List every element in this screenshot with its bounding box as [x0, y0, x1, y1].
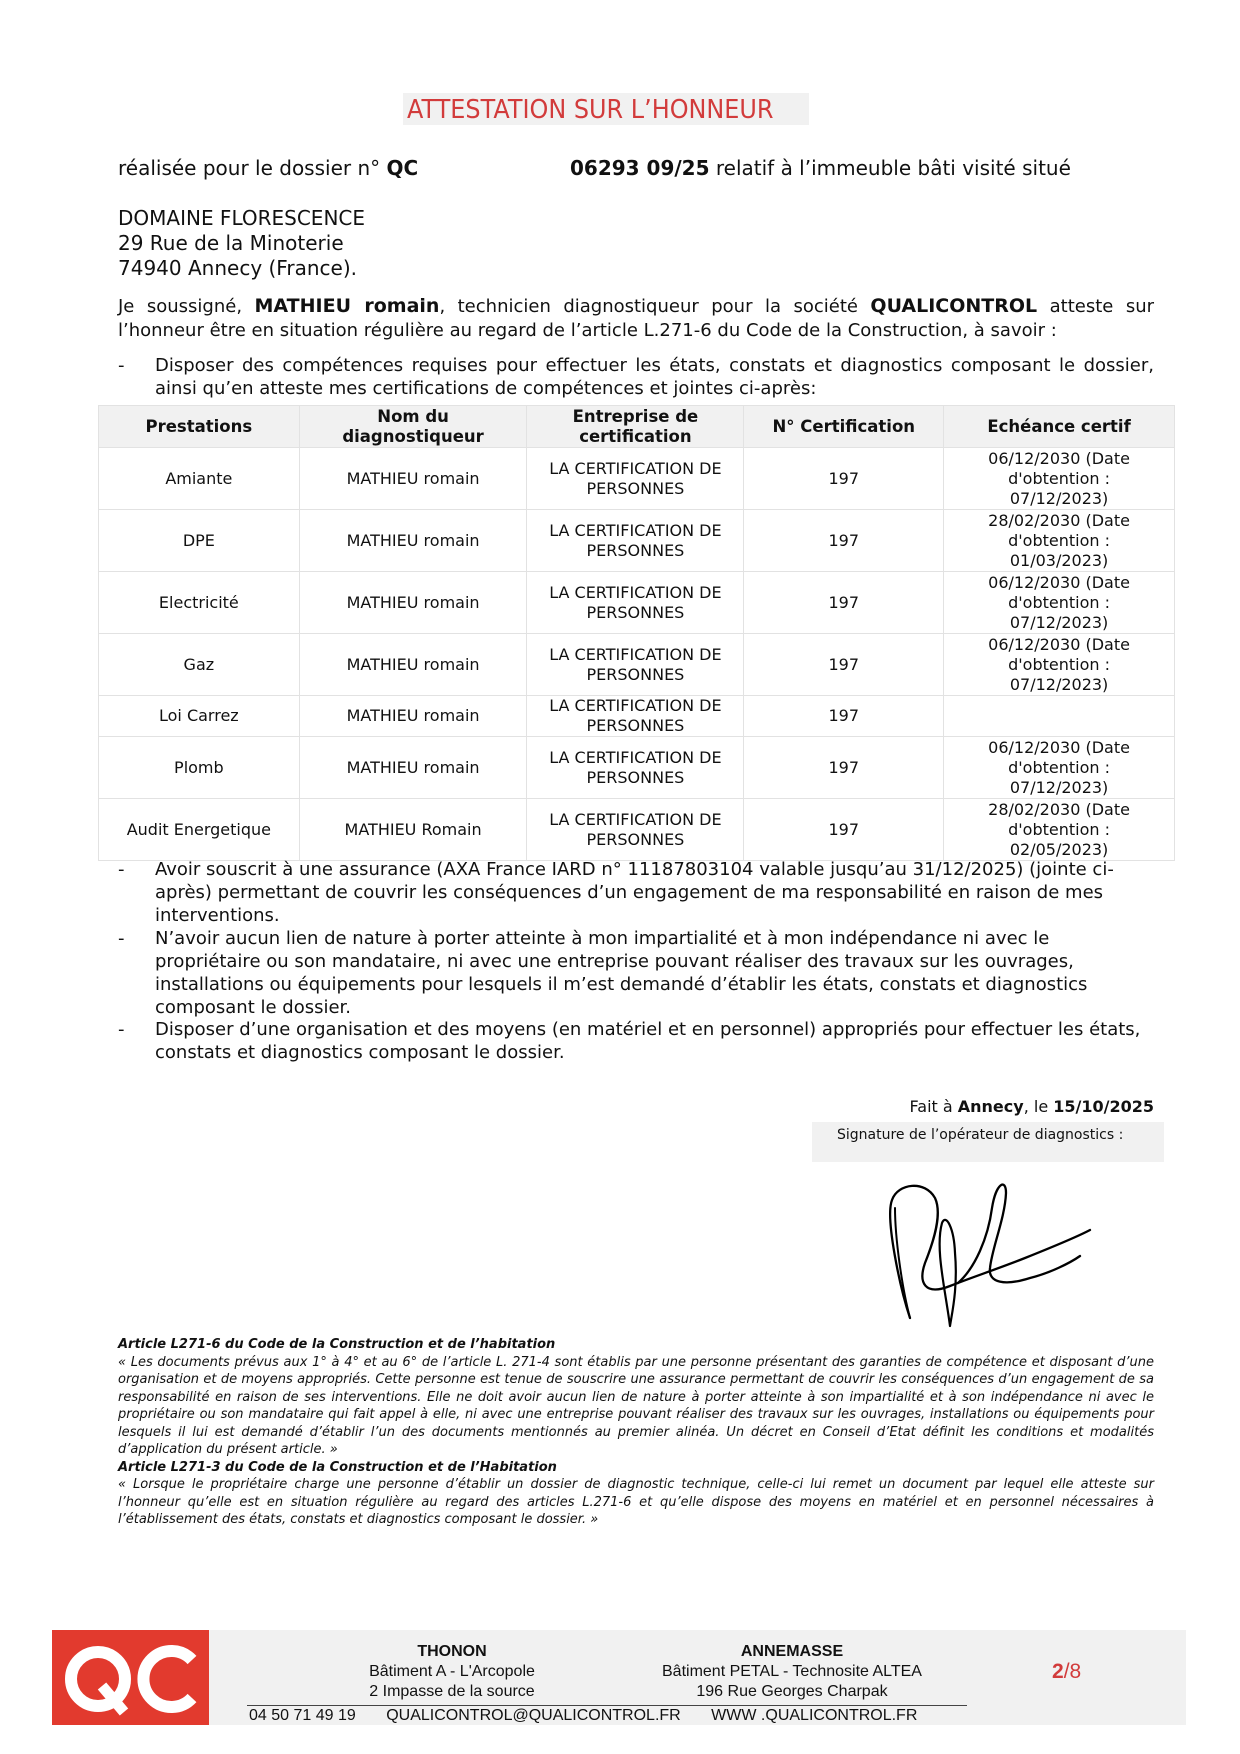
table-row	[99, 448, 1175, 510]
property-address	[118, 206, 365, 281]
cell-entreprise: LA CERTIFICATION DE PERSONNES	[527, 510, 744, 572]
cell-nom: MATHIEU romain	[299, 696, 527, 737]
bullet-dash: -	[118, 928, 125, 949]
bullet-text: Avoir souscrit à une assurance (AXA France IARD n° 11187803104 valable jusqu’au 31/12/2025) (jointe ci-après) permettant de couvrir les conséquences d’un engagement de ma responsabilité en raison de mes interventions.	[155, 859, 1114, 926]
header-nom-diagnostiqueur: Nom du diagnostiqueur	[299, 406, 527, 448]
office-thonon	[312, 1642, 592, 1702]
cell-echeance: 28/02/2030 (Date d'obtention : 01/03/2023)	[944, 510, 1175, 572]
table-row	[99, 510, 1175, 572]
cell-echeance: 06/12/2030 (Date d'obtention : 07/12/2023)	[944, 634, 1175, 696]
cell-nom: MATHIEU romain	[299, 737, 527, 799]
table-row	[99, 572, 1175, 634]
article-l271-6-body: « Les documents prévus aux 1° à 4° et au 6° de l’article L. 271-4 sont établis par une personne présentant des garanties de compétence et disposant d’une organisation et de moyens appropriés. Cette personne est tenue de souscrire une assurance permettant de couvrir les conséquences d’un engagement de sa responsabilité en raison de ses interventions. Elle ne doit avoir aucun lien de nature à porter atteinte à son impartialité et à son indépendance ni avec le propriétaire ou son mandataire qui fait appel à elle, ni avec une entreprise pouvant réaliser des travaux sur les ouvrages, installations ou équipements pour lesquels il lui est demandé d’établir l’un des documents mentionnés au premier alinéa. Un décret en Conseil d’Etat définit les conditions et modalités d’application du présent article. »	[118, 1354, 1154, 1457]
cell-entreprise: LA CERTIFICATION DE PERSONNES	[527, 572, 744, 634]
bullet-impartialite	[118, 927, 1154, 1019]
dossier-suffix-group	[570, 156, 1071, 180]
cell-numero: 197	[744, 448, 944, 510]
dossier-prefix-group	[118, 156, 418, 180]
office-line-1: Bâtiment PETAL - Technosite ALTEA	[662, 1663, 922, 1680]
signature-image	[880, 1178, 1100, 1332]
page-separator: /	[1063, 1660, 1070, 1683]
page-title-container	[403, 93, 809, 125]
fait-city: Annecy	[957, 1097, 1024, 1116]
cell-echeance: 06/12/2030 (Date d'obtention : 07/12/2023)	[944, 737, 1175, 799]
cell-numero: 197	[744, 572, 944, 634]
email-link[interactable]: QUALICONTROL@QUALICONTROL.FR	[386, 1707, 681, 1724]
page-title: ATTESTATION SUR L’HONNEUR	[407, 95, 774, 125]
cell-numero: 197	[744, 634, 944, 696]
cell-prestation: Loi Carrez	[99, 696, 300, 737]
cell-prestation: DPE	[99, 510, 300, 572]
legal-articles	[118, 1336, 1154, 1529]
bullet-text: Disposer des compétences requises pour effectuer les états, constats et diagnostics composant le dossier, ainsi qu’en atteste mes certifications de compétences et jointes ci-après:	[155, 355, 1154, 399]
table-row	[99, 696, 1175, 737]
dossier-suffix: relatif à l’immeuble bâti visité situé	[709, 156, 1071, 180]
fait-prefix: Fait à	[909, 1097, 958, 1116]
certifications-table	[98, 405, 1175, 861]
intro-text-2: , technicien diagnostiqueur pour la société	[439, 296, 871, 317]
contact-line	[249, 1707, 943, 1725]
cell-echeance: 06/12/2030 (Date d'obtention : 07/12/2023)	[944, 572, 1175, 634]
dossier-prefix: réalisée pour le dossier n°	[118, 156, 387, 180]
article-l271-3-body: « Lorsque le propriétaire charge une personne d’établir un dossier de diagnostic technique, celle-ci lui remet un document par lequel elle atteste sur l’honneur qu’elle est en situation régulière au regard des articles L.271-6 et qu’elle dispose des moyens en matériel et en personnel nécessaires à l’établissement des états, constats et diagnostics composant le dossier. »	[118, 1477, 1154, 1527]
cell-numero: 197	[744, 737, 944, 799]
cell-echeance: 06/12/2030 (Date d'obtention : 07/12/2023)	[944, 448, 1175, 510]
header-prestations: Prestations	[99, 406, 300, 448]
office-city: ANNEMASSE	[740, 1643, 844, 1660]
place-date-line	[910, 1097, 1154, 1116]
cell-nom: MATHIEU romain	[299, 634, 527, 696]
page-footer	[52, 1630, 1186, 1725]
page-number	[1052, 1660, 1081, 1684]
cell-numero: 197	[744, 510, 944, 572]
cell-numero: 197	[744, 799, 944, 861]
cell-echeance	[944, 696, 1175, 737]
cell-entreprise: LA CERTIFICATION DE PERSONNES	[527, 448, 744, 510]
phone-number: 04 50 71 49 19	[249, 1707, 356, 1724]
signature-label-box	[812, 1122, 1164, 1162]
handwritten-signature-icon	[880, 1178, 1100, 1328]
address-line-2: 29 Rue de la Minoterie	[118, 231, 344, 255]
fait-middle: , le	[1023, 1097, 1054, 1116]
cell-nom: MATHIEU romain	[299, 572, 527, 634]
bullet-assurance	[118, 858, 1154, 927]
company-name: QUALICONTROL	[870, 295, 1038, 317]
article-l271-3-title: Article L271-3 du Code de la Construction et de l’Habitation	[118, 1459, 557, 1475]
address-line-3: 74940 Annecy (France).	[118, 256, 357, 280]
bullet-dash: -	[118, 859, 125, 880]
header-echeance: Echéance certif	[944, 406, 1175, 448]
page-total: 8	[1069, 1660, 1082, 1683]
cell-numero: 197	[744, 696, 944, 737]
table-row	[99, 799, 1175, 861]
cell-entreprise: LA CERTIFICATION DE PERSONNES	[527, 737, 744, 799]
bullet-dash: -	[118, 1019, 125, 1040]
cell-echeance: 28/02/2030 (Date d'obtention : 02/05/2023)	[944, 799, 1175, 861]
bullet-text: N’avoir aucun lien de nature à porter atteinte à mon impartialité et à mon indépendance ni avec le propriétaire ou son mandataire, ni avec une entreprise pouvant réaliser des travaux sur les ouvrages, installations ou équipements pour lesquels il m’est demandé d’établir les états, constats et diagnostics composant le dossier.	[155, 928, 1088, 1018]
bullet-competences	[118, 354, 1154, 400]
website-link[interactable]: WWW .QUALICONTROL.FR	[711, 1707, 918, 1724]
technician-name: MATHIEU romain	[254, 295, 440, 317]
intro-text-1: Je soussigné,	[118, 296, 255, 317]
cell-entreprise: LA CERTIFICATION DE PERSONNES	[527, 634, 744, 696]
bullet-dash: -	[118, 355, 125, 376]
office-line-2: 2 Impasse de la source	[369, 1683, 535, 1700]
header-numero-certification: N° Certification	[744, 406, 944, 448]
address-line-1: DOMAINE FLORESCENCE	[118, 206, 366, 230]
footer-divider	[247, 1705, 967, 1706]
page-current: 2	[1052, 1660, 1064, 1683]
cell-prestation: Electricité	[99, 572, 300, 634]
dossier-code-part1: QC	[386, 156, 419, 180]
qualicontrol-logo	[52, 1630, 209, 1725]
table-row	[99, 737, 1175, 799]
cell-prestation: Audit Energetique	[99, 799, 300, 861]
cell-nom: MATHIEU Romain	[299, 799, 527, 861]
office-city: THONON	[417, 1643, 487, 1660]
office-line-1: Bâtiment A - L'Arcopole	[369, 1663, 535, 1680]
cell-nom: MATHIEU romain	[299, 448, 527, 510]
signature-label: Signature de l’opérateur de diagnostics :	[837, 1127, 1124, 1143]
office-annemasse	[642, 1642, 942, 1702]
header-entreprise-certification: Entreprise de certification	[527, 406, 744, 448]
cell-prestation: Plomb	[99, 737, 300, 799]
office-line-2: 196 Rue Georges Charpak	[696, 1683, 888, 1700]
dossier-code-part2: 06293 09/25	[570, 156, 710, 180]
table-row	[99, 634, 1175, 696]
intro-text-3: atteste sur l’honneur être en situation régulière au regard de l’article L.271-6 du Code de la Construction, à savoir :	[118, 296, 1155, 341]
attestation-intro	[118, 294, 1154, 343]
cell-entreprise: LA CERTIFICATION DE PERSONNES	[527, 799, 744, 861]
bullet-organisation	[118, 1018, 1154, 1064]
cell-entreprise: LA CERTIFICATION DE PERSONNES	[527, 696, 744, 737]
bullet-text: Disposer d’une organisation et des moyens (en matériel et en personnel) appropriés pour effectuer les états, constats et diagnostics composant le dossier.	[155, 1019, 1141, 1063]
qc-logo-icon	[60, 1642, 205, 1717]
article-l271-6-title: Article L271-6 du Code de la Construction et de l’habitation	[118, 1337, 556, 1352]
fait-date: 15/10/2025	[1053, 1097, 1154, 1116]
cell-prestation: Gaz	[99, 634, 300, 696]
table-header-row	[99, 406, 1175, 448]
cell-nom: MATHIEU romain	[299, 510, 527, 572]
cell-prestation: Amiante	[99, 448, 300, 510]
